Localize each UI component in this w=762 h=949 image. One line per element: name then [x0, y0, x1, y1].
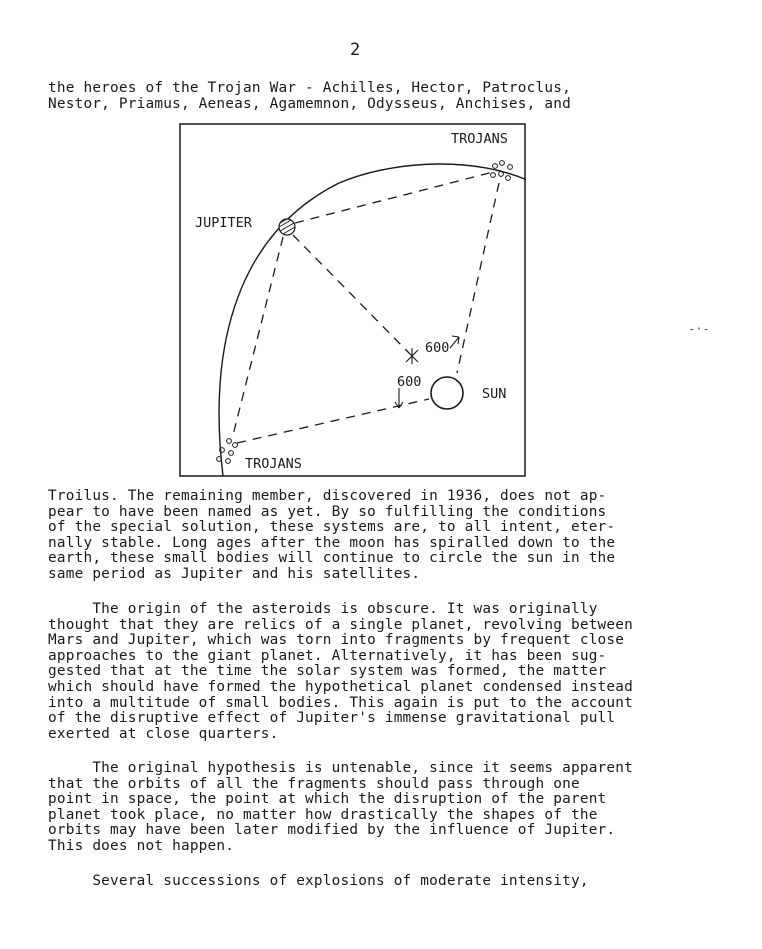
text-line: thought that they are relics of a single planet, revolving between [48, 616, 634, 633]
center-of-mass-star-icon [406, 348, 418, 364]
text-line: planet took place, no matter how drastically the shapes of the [48, 806, 598, 823]
text-line: that the orbits of all the fragments should pass through one [48, 775, 580, 792]
label-trojans-top: TROJANS [451, 131, 508, 147]
label-angle-600-upper: 600 [425, 340, 450, 356]
text-line: This does not happen. [48, 837, 235, 854]
text-line: approaches to the giant planet. Alternatively, it has been sug- [48, 647, 607, 664]
page-number: 2 [350, 40, 361, 60]
text-line: same period as Jupiter and his satellites. [48, 565, 421, 582]
text-line: which should have formed the hypothetical planet condensed instead [48, 678, 634, 695]
text-line: The origin of the asteroids is obscure. It was originally [48, 601, 598, 617]
text-line: orbits may have been later modified by the influence of Jupiter. [48, 822, 616, 839]
jupiter-planet-icon [279, 219, 295, 235]
trojans-top-to-sun-line [457, 183, 499, 373]
paragraph-4 [48, 874, 708, 890]
margin-mark: -·- [688, 322, 710, 336]
text-line: pear to have been named as yet. By so fulfilling the conditions [48, 503, 607, 520]
paragraph-1 [48, 489, 708, 583]
text-line: of the special solution, these systems are, to all intent, eter- [48, 519, 616, 536]
trojans-top-cluster-icon [491, 161, 513, 181]
jupiter-to-center-line [293, 235, 409, 353]
text-line: The original hypothesis is untenable, since it seems apparent [48, 760, 634, 776]
text-line: exerted at close quarters. [48, 725, 279, 742]
text-line: of the disruptive effect of Jupiter's immense gravitational pull [48, 710, 616, 727]
label-sun: SUN [482, 386, 507, 402]
intro-line-1: the heroes of the Trojan War - Achilles, Hector, Patroclus, [48, 80, 571, 96]
text-line: Troilus. The remaining member, discovered in 1936, does not ap- [48, 488, 607, 504]
jupiter-orbit-arc [219, 164, 526, 476]
trojan-asteroids-diagram [179, 123, 526, 477]
paragraph-3 [48, 761, 708, 855]
jupiter-to-trojans-top-line [295, 171, 497, 223]
text-line: Mars and Jupiter, which was torn into fragments by frequent close [48, 632, 625, 649]
text-line: earth, these small bodies will continue to circle the sun in the [48, 550, 616, 567]
angle-arrow-lower-icon [395, 388, 403, 408]
text-line: Several successions of explosions of moderate intensity, [48, 873, 589, 889]
paragraph-2 [48, 602, 708, 742]
label-angle-600-lower: 600 [397, 374, 422, 390]
text-line: into a multitude of small bodies. This again is put to the account [48, 694, 634, 711]
sun-icon [431, 377, 463, 409]
text-line: point in space, the point at which the disruption of the parent [48, 791, 607, 808]
text-line: gested that at the time the solar system was formed, the matter [48, 663, 607, 680]
text-line: nally stable. Long ages after the moon has spiralled down to the [48, 534, 616, 551]
label-jupiter: JUPITER [195, 215, 252, 231]
intro-line-2: Nestor, Priamus, Aeneas, Agamemnon, Odysseus, Anchises, and [48, 96, 571, 112]
jupiter-to-trojans-bottom-line [233, 237, 283, 435]
angle-arrow-upper-icon [450, 336, 459, 348]
label-trojans-bottom: TROJANS [245, 456, 302, 472]
